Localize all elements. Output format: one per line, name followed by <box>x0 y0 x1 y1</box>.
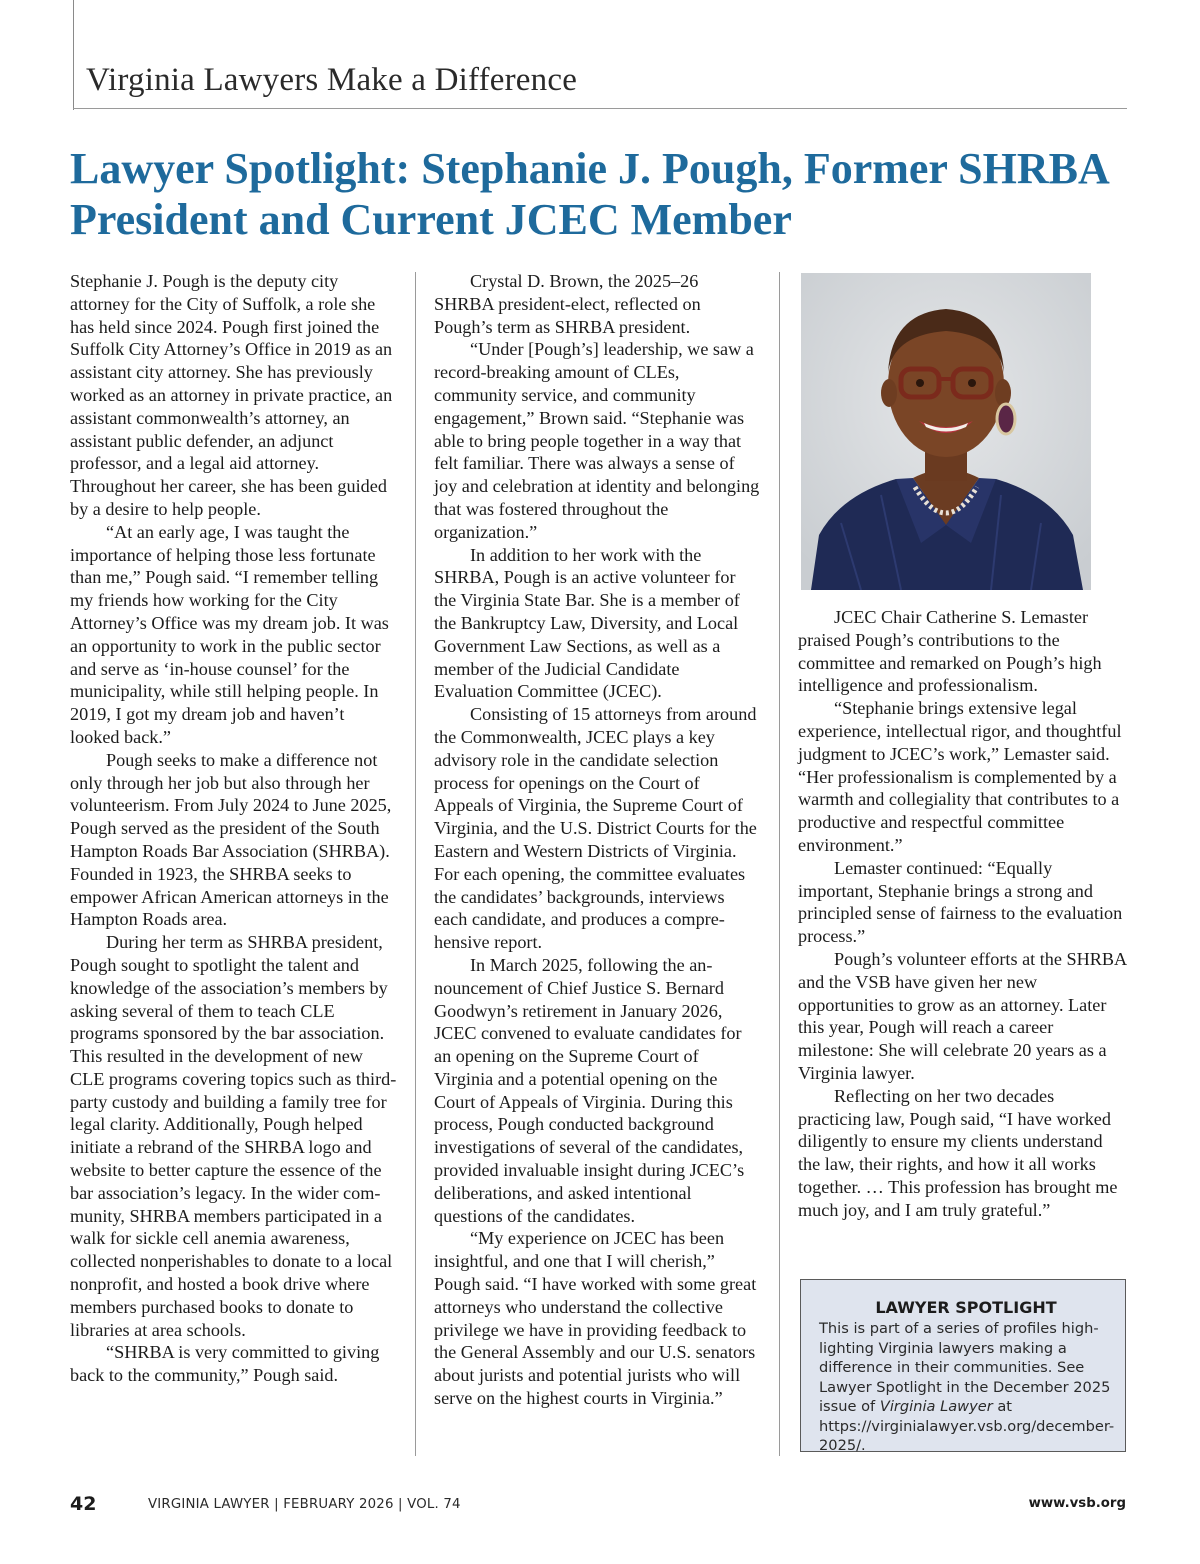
paragraph: Lemaster continued: “Equally important, Stephanie brings a strong and principled sense of fairness to the evaluation process.” <box>798 857 1123 947</box>
paragraph: Reflecting on her two decades practicing law, Pough said, “I have worked diligently to ensure my clients understand the law, their rights, and how it all works together. … This profession has brought me much joy, and I am truly grateful.” <box>798 1085 1118 1220</box>
paragraph: “Stephanie brings extensive legal experience, intellectual rigor, and thoughtful judgment to JCEC’s work,” Lemaster said. “Her professionalism is complemented by a warmth and collegiality that contributes to a productive and respectful committee environment.” <box>798 698 1122 855</box>
paragraph: In March 2025, following the announcement of Chief Justice S. Bernard Goodwyn’s retirement in January 2026, JCEC convened to evaluate candidates for an opening on the Supreme Court of Virginia and a potential opening on the Court of Appeals of Virginia. During this process, Pough conducted background investigations of several of the candidates, provided invaluable insight during JCEC’s deliberations, and asked intentional questions of the candidates. <box>434 954 745 1226</box>
header-rule-horizontal <box>73 108 1127 109</box>
running-footer: VIRGINIA LAWYER | FEBRUARY 2026 | VOL. 74 <box>148 1497 461 1512</box>
page-footer <box>0 1493 1200 1523</box>
sidebar-link-text[interactable]: at https://virginialawyer.vsb.org/december-2025/. <box>819 1398 1115 1454</box>
header-rule-vertical <box>73 0 74 110</box>
lawyer-spotlight-sidebar <box>800 1279 1126 1452</box>
article-column-1 <box>70 270 398 1387</box>
column-divider <box>415 272 416 1456</box>
paragraph: Stephanie J. Pough is the deputy city attorney for the City of Suffolk, a role she has held since 2024. Pough first joined the Suffolk City Attorney’s Office in 2019 as an assistant city attorney. She has previously worked as an attorney in private practice, an assistant commonwealth’s attorney, an assistant public defender, an adjunct professor, and a legal aid attorney. Throughout her career, she has been guided by a desire to help people. <box>70 271 393 519</box>
page-number: 42 <box>70 1493 97 1515</box>
paragraph: Pough’s volunteer efforts at the SHRBA and the VSB have given her new opportunities to grow as an attorney. Later this year, Pough will reach a career milestone: She will celebrate 20 years as a Virginia lawyer. <box>798 948 1127 1083</box>
paragraph: Crystal D. Brown, the 2025–26 SHRBA president-elect, reflected on Pough’s term as SHRBA president. <box>434 271 701 337</box>
portrait-photo <box>801 273 1091 590</box>
sidebar-text-intro: This is part of a series of profiles highlighting Virginia lawyers making a difference in their communities. See Lawyer Spotlight in the December 2025 issue of <box>819 1320 1111 1415</box>
paragraph: “Under [Pough’s] leadership, we saw a record-breaking amount of CLEs, community service, and community engagement,” Brown said. “Stephanie was able to bring people together in a way that felt familiar. There was always a sense of joy and celebration at identity and belonging that was fostered throughout the organization.” <box>434 339 760 542</box>
article-headline: Lawyer Spotlight: Stephanie J. Pough, Former SHRBA President and Current JCEC Member <box>70 144 1108 244</box>
section-title: Virginia Lawyers Make a Difference <box>86 62 578 98</box>
paragraph: In addition to her work with the SHRBA, Pough is an active volunteer for the Virginia State Bar. She is a member of the Bankruptcy Law, Diversity, and Local Government Law Sections, as well as a member of the Judicial Candidate Evaluation Committee (JCEC). <box>434 544 740 702</box>
paragraph: Pough seeks to make a difference not only through her job but also through her volunteerism. From July 2024 to June 2025, Pough served as the president of the South Hampton Roads Bar Association (SHRBA). Founded in 1923, the SHRBA seeks to empower African American attorneys in the Hampton Roads area. <box>70 749 392 930</box>
paragraph: JCEC Chair Catherine S. Lemaster praised Pough’s contributions to the committee and remarked on Pough’s high intelligence and professionalism. <box>798 607 1102 696</box>
portrait-illustration <box>801 273 1091 590</box>
paragraph: During her term as SHRBA president, Pough sought to spotlight the talent and knowledge of the association’s members by asking several of them to teach CLE programs sponsored by the bar association. This resulted in the development of new CLE programs covering topics such as third-party custody and building a family tree for legal clarity. Additionally, Pough helped initiate a rebrand of the SHRBA logo and website to better capture the essence of the bar association’s legacy. In the wider community, SHRBA members participated in a walk for sickle cell anemia awareness, collected nonperishables to donate to a local nonprofit, and hosted a book drive where members purchased books to donate to libraries at area schools. <box>70 932 397 1340</box>
website-link[interactable]: www.vsb.org <box>1028 1496 1126 1511</box>
column-divider <box>779 272 780 1456</box>
sidebar-text <box>819 1319 1113 1456</box>
sidebar-title: LAWYER SPOTLIGHT <box>875 1298 1057 1317</box>
paragraph: “SHRBA is very committed to giving back to the community,” Pough said. <box>70 1342 380 1386</box>
paragraph: “My experience on JCEC has been insightful, and one that I will cherish,” Pough said. “I have worked with some great attorneys who understand the collective privilege we have in providing feedback to the General Assembly and our U.S. senators about jurists and potential jurists who will serve on the highest courts in Virginia.” <box>434 1228 757 1409</box>
sidebar-publication-title: Virginia Lawyer <box>879 1398 993 1415</box>
paragraph: Consisting of 15 attorneys from around the Commonwealth, JCEC plays a key advisory role in the candidate selection process for openings on the Court of Appeals of Virginia, the Supreme Court of Virginia, and the U.S. District Courts for the Eastern and Western Districts of Virginia. For each opening, the committee evaluates the candidates’ backgrounds, interviews each candidate, and produces a comprehensive report. <box>434 704 757 953</box>
paragraph: “At an early age, I was taught the importance of helping those less fortunate than me,” Pough said. “I remember telling my friends how working for the City Attorney’s Office was my dream job. It was an opportunity to work in the public sector and serve as ‘in-house counsel’ for the municipality, while still helping people. In 2019, I got my dream job and haven’t looked back.” <box>70 521 389 747</box>
article-column-3 <box>798 606 1128 1222</box>
article-column-2 <box>434 270 762 1410</box>
